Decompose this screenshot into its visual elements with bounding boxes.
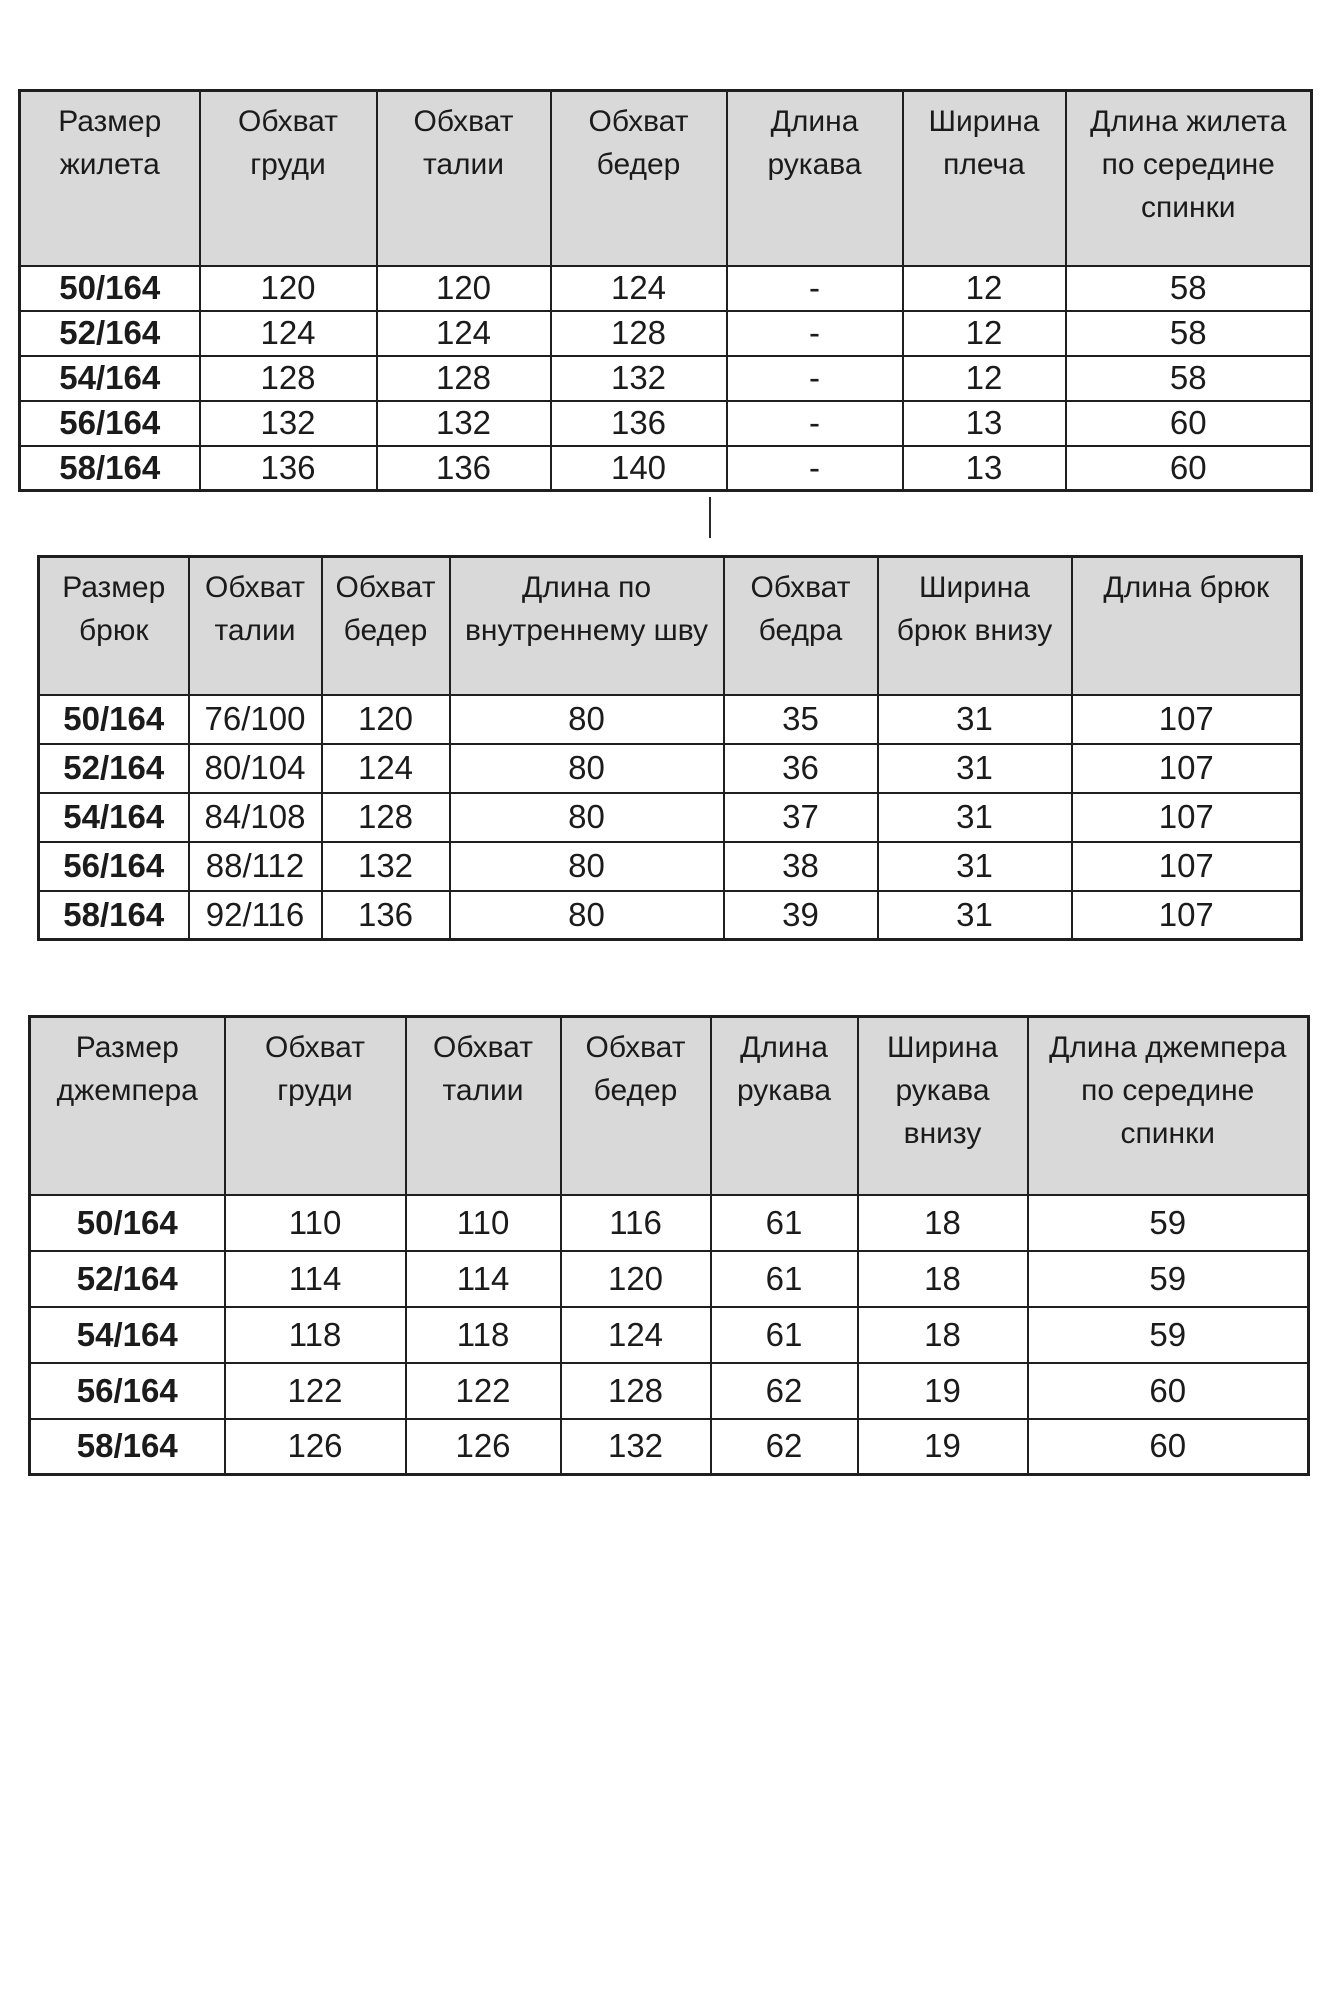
value-cell: 62 <box>711 1419 858 1475</box>
value-cell: 92/116 <box>189 891 322 940</box>
value-cell: 107 <box>1072 695 1302 744</box>
column-header: Размер джемпера <box>30 1017 225 1195</box>
value-cell: 132 <box>561 1419 711 1475</box>
value-cell: - <box>727 311 903 356</box>
value-cell: 132 <box>322 842 450 891</box>
value-cell: 31 <box>878 793 1072 842</box>
value-cell: 36 <box>724 744 878 793</box>
value-cell: 110 <box>406 1195 561 1251</box>
value-cell: 59 <box>1028 1251 1309 1307</box>
value-cell: 35 <box>724 695 878 744</box>
value-cell: 136 <box>377 446 551 491</box>
value-cell: 59 <box>1028 1307 1309 1363</box>
value-cell: 124 <box>561 1307 711 1363</box>
value-cell: 80 <box>450 891 724 940</box>
size-cell: 56/164 <box>30 1363 225 1419</box>
value-cell: 140 <box>551 446 727 491</box>
value-cell: 19 <box>858 1419 1028 1475</box>
column-header: Длина по внутреннему шву <box>450 557 724 695</box>
column-header: Ширина брюк внизу <box>878 557 1072 695</box>
value-cell: 80/104 <box>189 744 322 793</box>
value-cell: 61 <box>711 1307 858 1363</box>
value-cell: 18 <box>858 1307 1028 1363</box>
jumper-size-table <box>28 1015 1310 1476</box>
value-cell: 80 <box>450 695 724 744</box>
table-row <box>30 1419 1309 1475</box>
value-cell: 18 <box>858 1195 1028 1251</box>
value-cell: 58 <box>1066 311 1312 356</box>
table-row <box>30 1307 1309 1363</box>
size-cell: 58/164 <box>30 1419 225 1475</box>
column-header: Обхват груди <box>225 1017 406 1195</box>
column-header: Размер брюк <box>39 557 189 695</box>
value-cell: 132 <box>551 356 727 401</box>
trousers-size-table <box>37 555 1303 941</box>
value-cell: 126 <box>225 1419 406 1475</box>
value-cell: 128 <box>200 356 377 401</box>
value-cell: 58 <box>1066 266 1312 311</box>
value-cell: 110 <box>225 1195 406 1251</box>
vest-size-table <box>18 89 1313 492</box>
value-cell: 122 <box>406 1363 561 1419</box>
column-header: Обхват бедра <box>724 557 878 695</box>
table-row <box>20 311 1312 356</box>
column-header: Размер жилета <box>20 91 200 266</box>
value-cell: 124 <box>200 311 377 356</box>
value-cell: 59 <box>1028 1195 1309 1251</box>
value-cell: 31 <box>878 744 1072 793</box>
column-header: Ширина рукава внизу <box>858 1017 1028 1195</box>
value-cell: 62 <box>711 1363 858 1419</box>
table-row <box>39 793 1302 842</box>
value-cell: 107 <box>1072 744 1302 793</box>
value-cell: 88/112 <box>189 842 322 891</box>
value-cell: 60 <box>1028 1363 1309 1419</box>
value-cell: 31 <box>878 842 1072 891</box>
value-cell: 136 <box>322 891 450 940</box>
value-cell: 107 <box>1072 793 1302 842</box>
value-cell: 132 <box>377 401 551 446</box>
column-header: Обхват талии <box>189 557 322 695</box>
value-cell: - <box>727 266 903 311</box>
column-header: Обхват бедер <box>551 91 727 266</box>
value-cell: 114 <box>225 1251 406 1307</box>
table-row <box>20 446 1312 491</box>
value-cell: 12 <box>903 266 1066 311</box>
value-cell: 61 <box>711 1195 858 1251</box>
column-header: Обхват бедер <box>561 1017 711 1195</box>
value-cell: 120 <box>561 1251 711 1307</box>
table-row <box>30 1363 1309 1419</box>
column-header: Ширина плеча <box>903 91 1066 266</box>
value-cell: 124 <box>551 266 727 311</box>
value-cell: 60 <box>1028 1419 1309 1475</box>
value-cell: 13 <box>903 446 1066 491</box>
value-cell: 58 <box>1066 356 1312 401</box>
column-header: Обхват талии <box>406 1017 561 1195</box>
size-cell: 56/164 <box>20 401 200 446</box>
value-cell: 128 <box>377 356 551 401</box>
column-header: Длина брюк <box>1072 557 1302 695</box>
size-cell: 52/164 <box>20 311 200 356</box>
value-cell: 80 <box>450 842 724 891</box>
column-header: Обхват бедер <box>322 557 450 695</box>
size-cell: 52/164 <box>39 744 189 793</box>
table-row <box>30 1195 1309 1251</box>
value-cell: 80 <box>450 744 724 793</box>
value-cell: 39 <box>724 891 878 940</box>
value-cell: 128 <box>561 1363 711 1419</box>
value-cell: - <box>727 401 903 446</box>
value-cell: 84/108 <box>189 793 322 842</box>
value-cell: 126 <box>406 1419 561 1475</box>
value-cell: 118 <box>406 1307 561 1363</box>
value-cell: 60 <box>1066 401 1312 446</box>
table-row <box>39 891 1302 940</box>
value-cell: 12 <box>903 356 1066 401</box>
value-cell: 120 <box>377 266 551 311</box>
value-cell: 31 <box>878 891 1072 940</box>
stray-vertical-line <box>709 497 711 538</box>
size-cell: 54/164 <box>30 1307 225 1363</box>
table-row <box>39 842 1302 891</box>
size-cell: 56/164 <box>39 842 189 891</box>
value-cell: 19 <box>858 1363 1028 1419</box>
value-cell: - <box>727 356 903 401</box>
value-cell: 136 <box>200 446 377 491</box>
size-cell: 54/164 <box>20 356 200 401</box>
table-row <box>20 266 1312 311</box>
value-cell: 118 <box>225 1307 406 1363</box>
value-cell: 13 <box>903 401 1066 446</box>
value-cell: 120 <box>322 695 450 744</box>
value-cell: 12 <box>903 311 1066 356</box>
value-cell: - <box>727 446 903 491</box>
column-header: Длина рукава <box>727 91 903 266</box>
table-row <box>39 744 1302 793</box>
value-cell: 38 <box>724 842 878 891</box>
value-cell: 31 <box>878 695 1072 744</box>
value-cell: 76/100 <box>189 695 322 744</box>
size-cell: 58/164 <box>20 446 200 491</box>
column-header: Длина джемпера по середине спинки <box>1028 1017 1309 1195</box>
value-cell: 132 <box>200 401 377 446</box>
value-cell: 124 <box>322 744 450 793</box>
size-cell: 50/164 <box>39 695 189 744</box>
table-row <box>39 695 1302 744</box>
table-row <box>20 401 1312 446</box>
value-cell: 136 <box>551 401 727 446</box>
column-header: Обхват груди <box>200 91 377 266</box>
value-cell: 120 <box>200 266 377 311</box>
value-cell: 128 <box>551 311 727 356</box>
value-cell: 60 <box>1066 446 1312 491</box>
value-cell: 37 <box>724 793 878 842</box>
column-header: Обхват талии <box>377 91 551 266</box>
size-cell: 58/164 <box>39 891 189 940</box>
size-cell: 50/164 <box>30 1195 225 1251</box>
value-cell: 107 <box>1072 891 1302 940</box>
column-header: Длина жилета по середине спинки <box>1066 91 1312 266</box>
value-cell: 107 <box>1072 842 1302 891</box>
value-cell: 114 <box>406 1251 561 1307</box>
size-cell: 54/164 <box>39 793 189 842</box>
size-cell: 50/164 <box>20 266 200 311</box>
column-header: Длина рукава <box>711 1017 858 1195</box>
value-cell: 116 <box>561 1195 711 1251</box>
table-row <box>30 1251 1309 1307</box>
value-cell: 128 <box>322 793 450 842</box>
value-cell: 124 <box>377 311 551 356</box>
value-cell: 122 <box>225 1363 406 1419</box>
value-cell: 61 <box>711 1251 858 1307</box>
table-row <box>20 356 1312 401</box>
size-cell: 52/164 <box>30 1251 225 1307</box>
value-cell: 18 <box>858 1251 1028 1307</box>
value-cell: 80 <box>450 793 724 842</box>
